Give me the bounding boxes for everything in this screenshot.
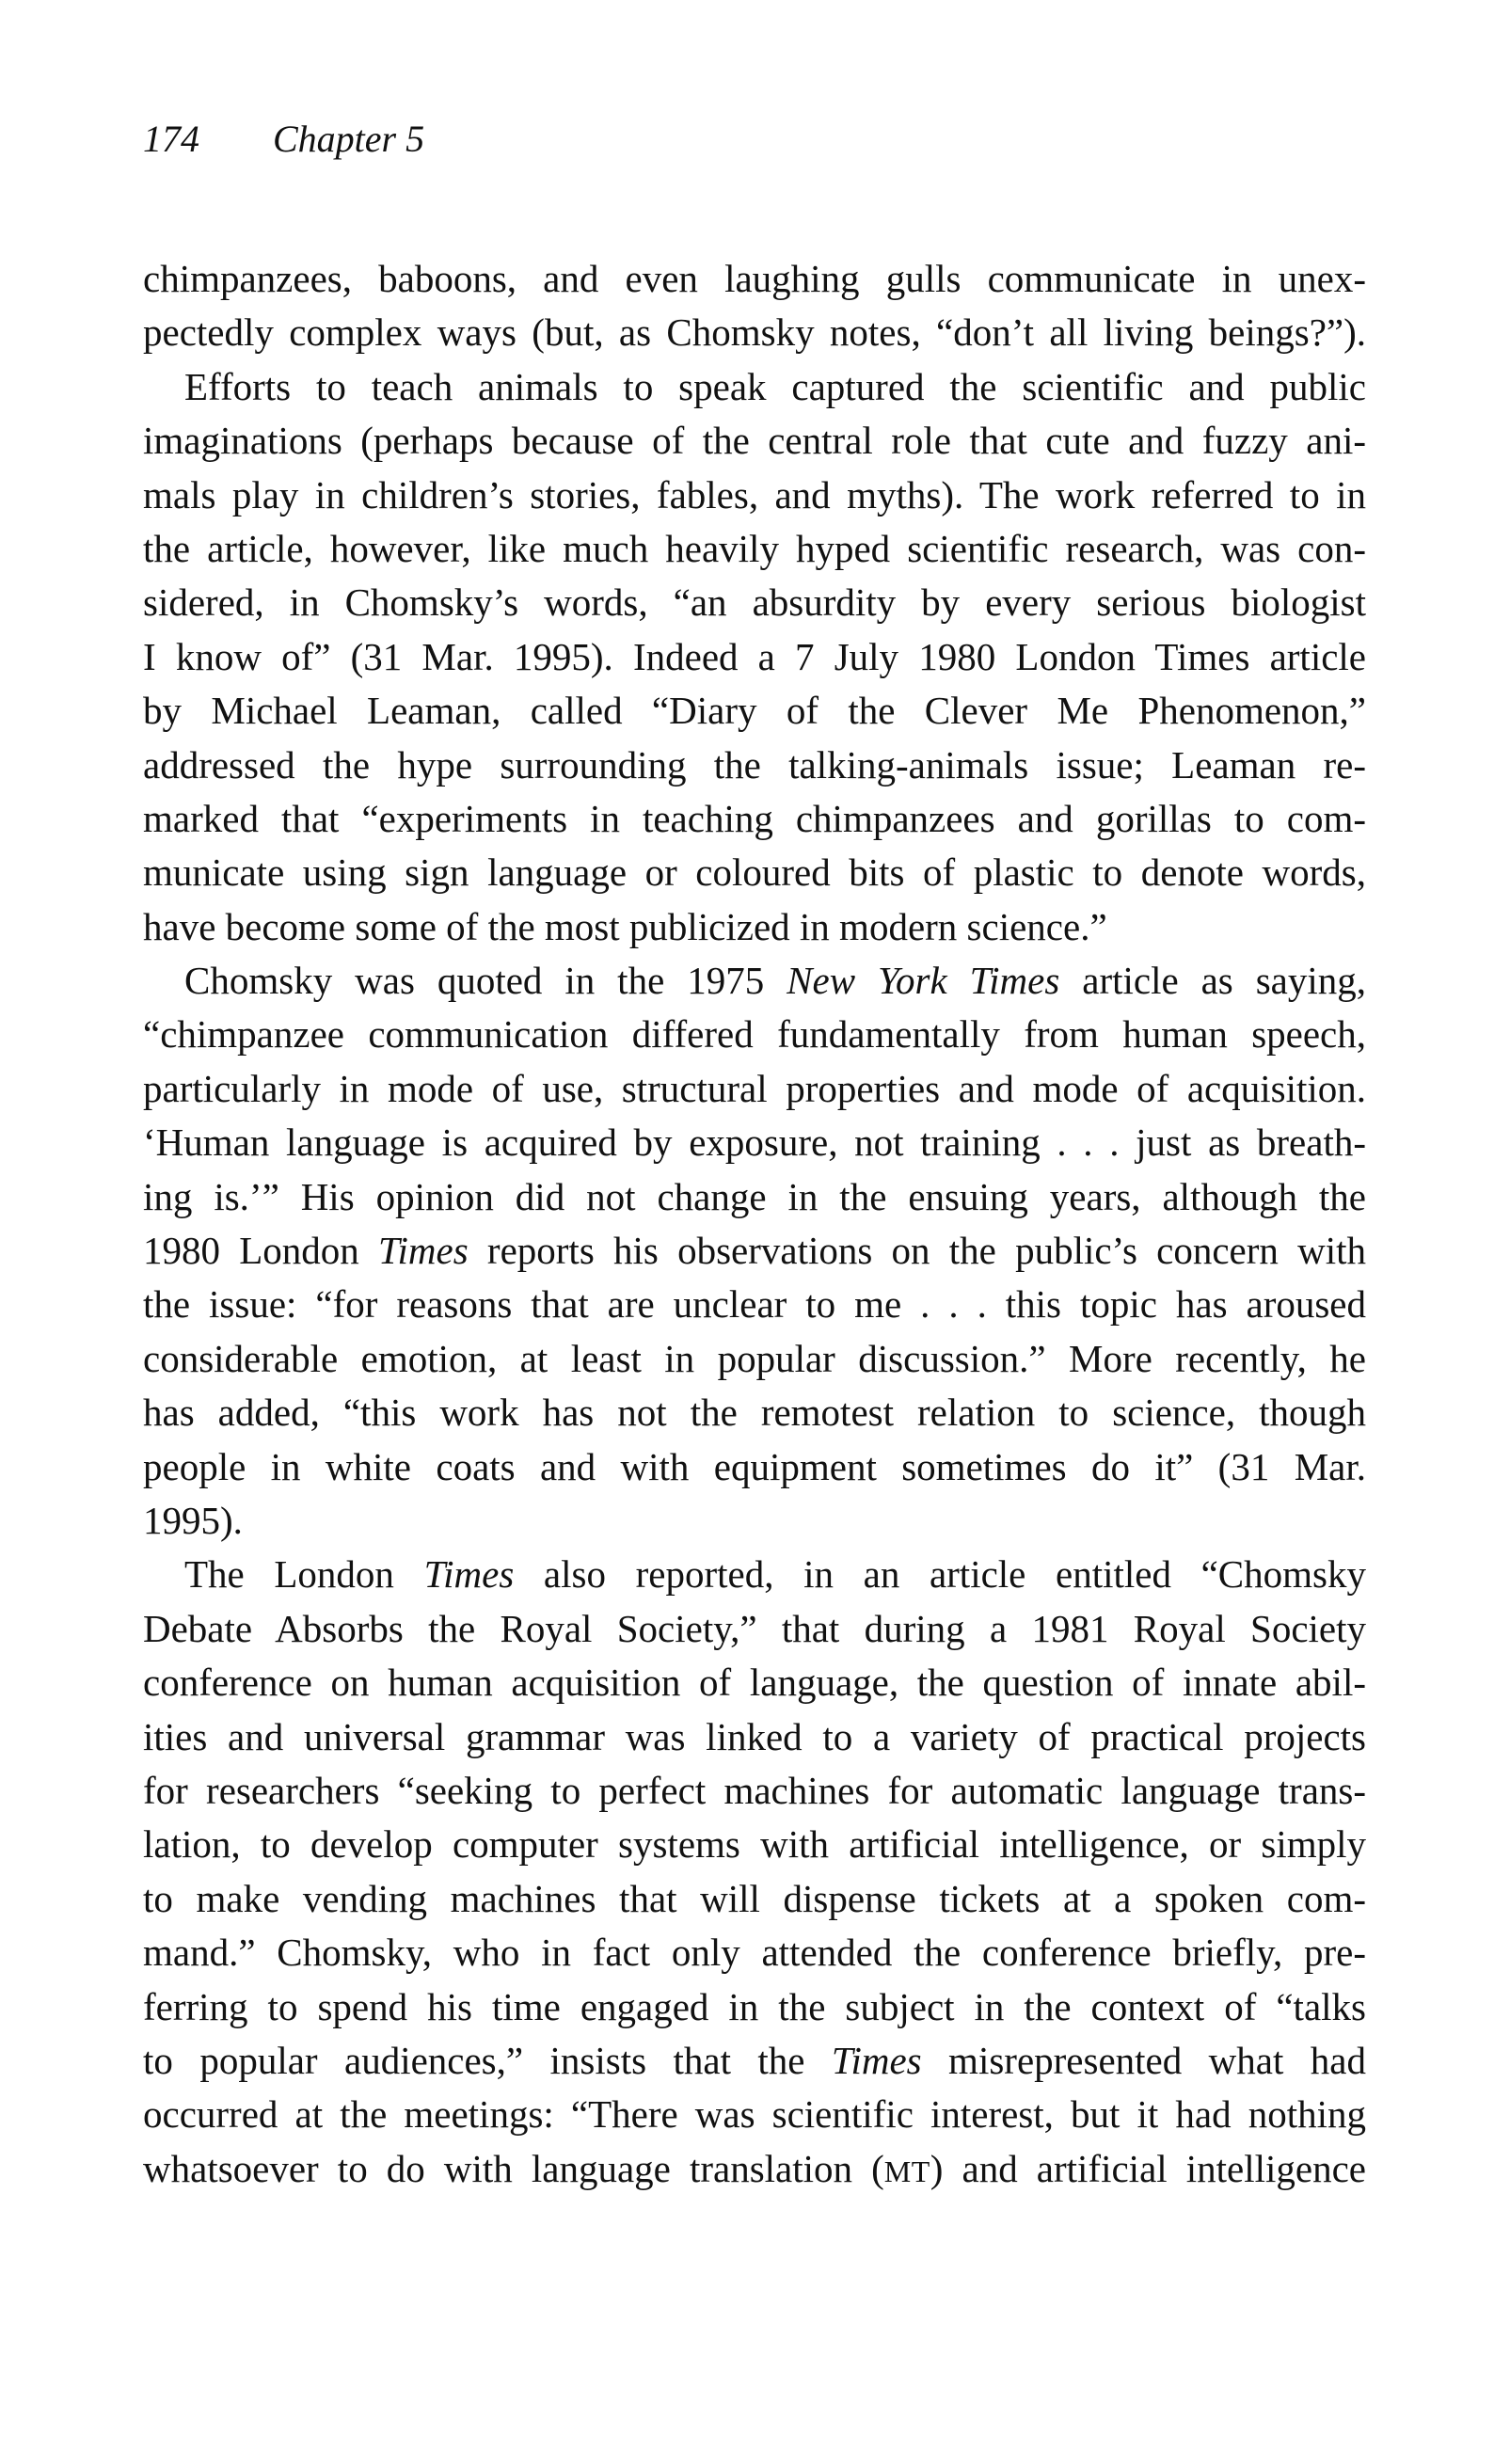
- text-line: the issue: “for reasons that are unclear to me . . . this topic has aroused: [143, 1282, 1366, 1327]
- text-line: marked that “experiments in teaching chimpanzees and gorillas to com-: [143, 796, 1366, 840]
- text-line: occurred at the meetings: “There was scientific interest, but it had nothing: [143, 2092, 1366, 2137]
- text-line: the article, however, like much heavily hyped scientific research, was con-: [143, 526, 1366, 570]
- text-line: municate using sign language or coloured bits of plastic to denote words,: [143, 850, 1366, 895]
- text-line: ing is.’” His opinion did not change in the ensuing years, although the: [143, 1174, 1366, 1218]
- page-number: 174: [143, 118, 199, 160]
- text-line: Chomsky was quoted in the 1975 New York Times article as saying,: [184, 959, 1366, 1003]
- text-line: pectedly complex ways (but, as Chomsky notes, “don’t all living beings?”).: [143, 310, 1366, 355]
- chapter-label: Chapter 5: [273, 118, 425, 160]
- text-line: The London Times also reported, in an article entitled “Chomsky: [184, 1552, 1367, 1597]
- text-line: I know of” (31 Mar. 1995). Indeed a 7 July 1980 London Times article: [143, 634, 1366, 678]
- text-line: mals play in children’s stories, fables, and myths). The work referred to in: [143, 472, 1366, 517]
- text-line: considerable emotion, at least in popular discussion.” More recently, he: [143, 1336, 1366, 1380]
- text-line: mand.” Chomsky, who in fact only attended the conference briefly, pre-: [143, 1931, 1366, 1975]
- text-line: has added, “this work has not the remotest relation to science, though: [143, 1391, 1366, 1435]
- text-line: particularly in mode of use, structural properties and mode of acquisition.: [143, 1066, 1366, 1110]
- text-line: sidered, in Chomsky’s words, “an absurdity by every serious biologist: [143, 580, 1366, 625]
- text-line: whatsoever to do with language translation (MT) and artificial intelligence: [143, 2146, 1367, 2190]
- text-line: ities and universal grammar was linked to a variety of practical projects: [143, 1714, 1366, 1758]
- text-line: chimpanzees, baboons, and even laughing gulls communicate in unex-: [143, 257, 1366, 300]
- text-line: ‘Human language is acquired by exposure, not training . . . just as breath-: [143, 1121, 1366, 1165]
- text-line: by Michael Leaman, called “Diary of the Clever Me Phenomenon,”: [143, 689, 1366, 733]
- text-line: imaginations (perhaps because of the central role that cute and fuzzy ani-: [143, 419, 1366, 463]
- text-line: have become some of the most publicized in modern science.”: [143, 904, 1107, 948]
- text-line: for researchers “seeking to perfect machines for automatic language trans-: [143, 1768, 1366, 1812]
- text-line: to make vending machines that will dispense tickets at a spoken com-: [143, 1876, 1366, 1920]
- text-line: lation, to develop computer systems with artificial intelligence, or simply: [143, 1822, 1366, 1867]
- text-line: addressed the hype surrounding the talking-animals issue; Leaman re-: [143, 742, 1366, 787]
- text-line: to popular audiences,” insists that the Times misrepresented what had: [143, 2038, 1366, 2082]
- body-text: [143, 252, 1366, 2196]
- text-line: 1995).: [143, 1498, 243, 1542]
- text-line: ferring to spend his time engaged in the subject in the context of “talks: [143, 1984, 1366, 2028]
- running-head: [143, 120, 424, 158]
- text-line: Debate Absorbs the Royal Society,” that during a 1981 Royal Society: [143, 1606, 1366, 1650]
- text-line: people in white coats and with equipment sometimes do it” (31 Mar.: [143, 1444, 1366, 1488]
- text-line: 1980 London Times reports his observations on the public’s concern with: [143, 1229, 1366, 1273]
- text-line: “chimpanzee communication differed fundamentally from human speech,: [143, 1012, 1366, 1057]
- text-line: Efforts to teach animals to speak captured the scientific and public: [184, 364, 1366, 408]
- text-line: conference on human acquisition of language, the question of innate abil-: [143, 1661, 1366, 1705]
